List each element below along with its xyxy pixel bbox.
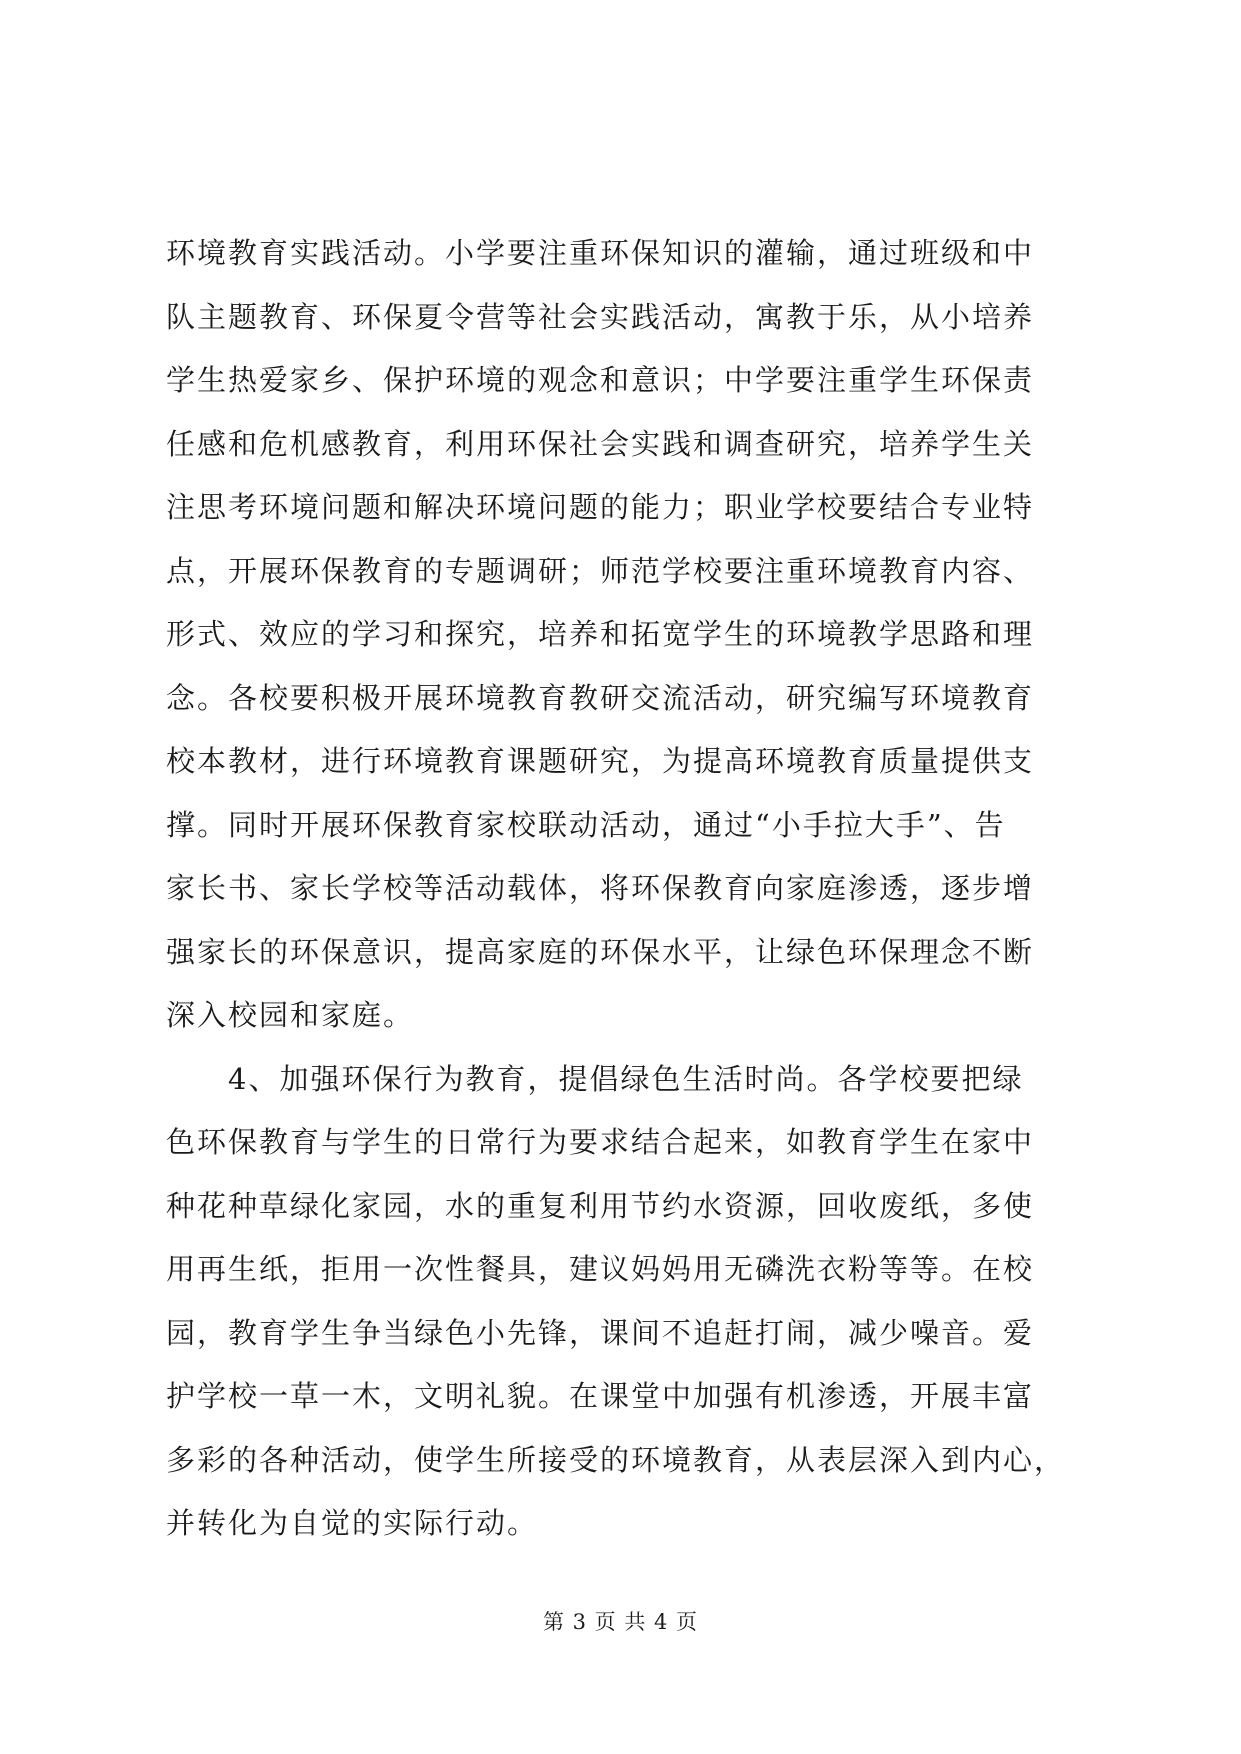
text-line: 家长书、家长学校等活动载体，将环保教育向家庭渗透，逐步增 [166, 871, 1035, 905]
text-line: 多彩的各种活动，使学生所接受的环境教育，从表层深入到内心， [166, 1442, 1066, 1477]
text-line: 护学校一草一木，文明礼貌。在课堂中加强有机渗透，开展丰富 [166, 1379, 1035, 1413]
text-line: 队主题教育、环保夏令营等社会实践活动，寓教于乐，从小培养 [166, 299, 1035, 334]
text-line: 点，开展环保教育的专题调研；师范学校要注重环境教育内容、 [166, 553, 1035, 588]
text-line: 校本教材，进行环境教育课题研究，为提高环境教育质量提供支 [166, 744, 1035, 778]
text-line: 深入校园和家庭。 [166, 998, 415, 1032]
text-line: 色环保教育与学生的日常行为要求结合起来，如教育学生在家中 [166, 1125, 1035, 1159]
text-line: 任感和危机感教育，利用环保社会实践和调查研究，培养学生关 [166, 426, 1035, 461]
page-number-footer: 第 3 页 共 4 页 [542, 1610, 699, 1634]
body-text [166, 222, 1078, 1556]
paragraph-heading-line: 4、加强环保行为教育，提倡绿色生活时尚。各学校要把绿 [166, 1061, 1024, 1096]
text-line: 园，教育学生争当绿色小先锋，课间不追赶打闹，减少噪音。爱 [166, 1315, 1035, 1350]
text-line: 念。各校要积极开展环境教育教研交流活动，研究编写环境教育 [166, 680, 1035, 715]
text-line: 环境教育实践活动。小学要注重环保知识的灌输，通过班级和中 [166, 236, 1035, 270]
text-line: 并转化为自觉的实际行动。 [166, 1506, 539, 1540]
text-line: 种花种草绿化家园，水的重复利用节约水资源，回收废纸，多使 [166, 1188, 1035, 1223]
text-line: 撑。同时开展环保教育家校联动活动，通过“小手拉大手”、告 [166, 807, 1006, 842]
text-line: 注思考环境问题和解决环境问题的能力；职业学校要结合专业特 [166, 490, 1035, 524]
text-line: 强家长的环保意识，提高家庭的环保水平，让绿色环保理念不断 [166, 934, 1035, 969]
text-line: 形式、效应的学习和探究，培养和拓宽学生的环境教学思路和理 [166, 617, 1035, 651]
text-line: 学生热爱家乡、保护环境的观念和意识；中学要注重学生环保责 [166, 363, 1035, 397]
text-line: 用再生纸，拒用一次性餐具，建议妈妈用无磷洗衣粉等等。在校 [166, 1252, 1035, 1286]
